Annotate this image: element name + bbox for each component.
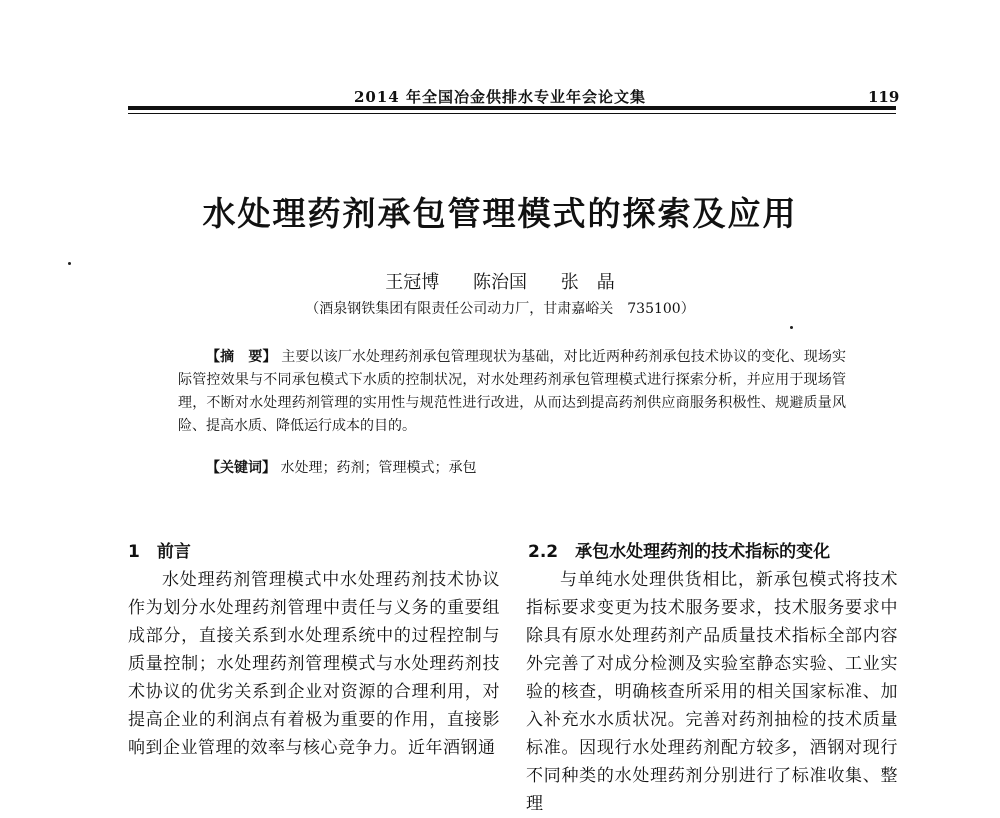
header-rule-thick [128,106,896,110]
section-heading-technical-indicators: 2.2 承包水处理药剂的技术指标的变化 [528,542,831,562]
keywords-text: 水处理；药剂；管理模式；承包 [280,460,477,476]
keywords [206,457,476,477]
author-name: 张 晶 [560,272,615,293]
scan-speck [68,262,71,265]
section-body-introduction: 水处理药剂管理模式中水处理药剂技术协议作为划分水处理药剂管理中责任与义务的重要组成部分，直接关系到水处理系统中的过程控制与质量控制；水处理药剂管理模式与水处理药剂技术协议的优劣关系到企业对资源的合理利用，对提高企业的利润点有着极为重要的作用，直接影响到企业管理的效率与核心竞争力。近年酒钢通 [128,570,500,758]
running-header-title: 2014 年全国冶金供排水专业年会论文集 [354,88,646,106]
section-body-technical-indicators: 与单纯水处理供货相比，新承包模式将技术指标要求变更为技术服务要求，技术服务要求中除具有原水处理药剂产品质量技术指标全部内容外完善了对成分检测及实验室静态实验、工业实验的核查，明确核查所采用的相关国家标准、加入补充水水质状况。完善对药剂抽检的技术质量标准。因现行水处理药剂配方较多，酒钢对现行不同种类的水处理药剂分别进行了标准收集、整理 [526,570,898,814]
keywords-label: 【关键词】 [206,460,276,476]
header-rule-thin [128,113,896,114]
section-heading-introduction: 1 前言 [128,542,191,562]
abstract-label: 【摘 要】 [206,349,277,365]
scan-speck [790,326,793,329]
abstract-text: 主要以该厂水处理药剂承包管理现状为基础，对比近两种药剂承包技术协议的变化、现场实际管控效果与不同承包模式下水质的控制状况，对水处理药剂承包管理模式进行探索分析，并应用于现场管理，不断对水处理药剂管理的实用性与规范性进行改进，从而达到提高药剂供应商服务积极性、规避质量风险、提高水质、降低运行成本的目的。 [178,349,847,434]
paper-title: 水处理药剂承包管理模式的探索及应用 [202,194,798,233]
author-list [0,268,1000,294]
affiliation: （酒泉钢铁集团有限责任公司动力厂，甘肃嘉峪关 735100） [305,301,695,317]
author-name: 陈治国 [473,272,527,293]
abstract [178,346,846,438]
page-number: 119 [868,88,900,106]
author-name: 王冠博 [385,272,440,293]
